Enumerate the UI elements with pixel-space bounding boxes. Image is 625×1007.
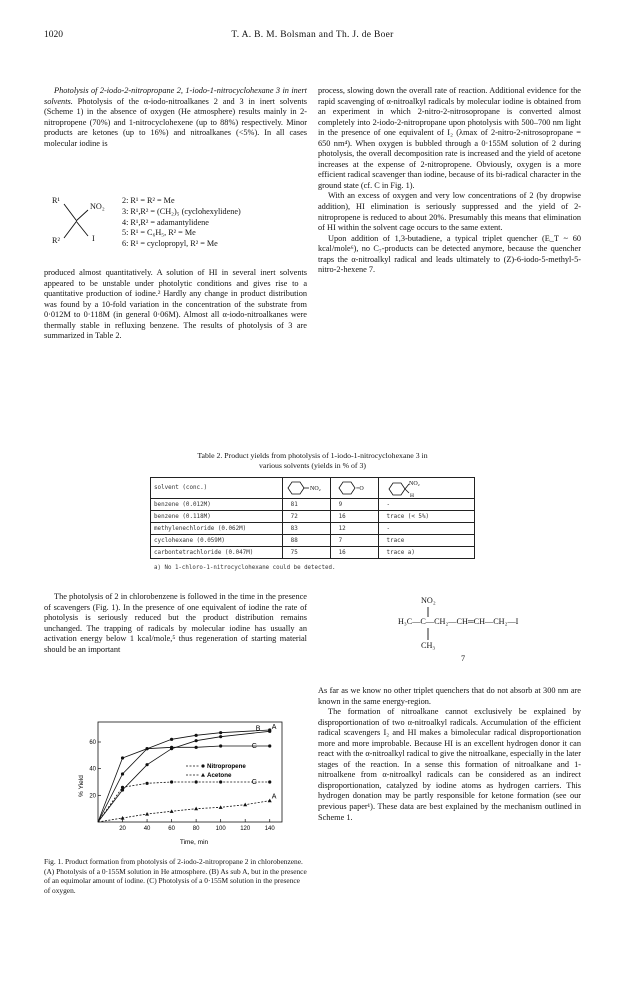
- x-tick-label: 60: [168, 826, 175, 832]
- curve-label: B: [255, 725, 261, 733]
- nitropropene-point: [121, 786, 124, 789]
- header-h-text: H: [409, 493, 414, 498]
- nitropropene-point: [219, 780, 222, 783]
- nitropropene-point: [145, 782, 148, 785]
- figure-1-caption: [44, 857, 307, 895]
- table-row: [151, 547, 475, 559]
- cell-nitrocyclohexene: 75: [282, 547, 330, 559]
- header-oxo-text: =O: [356, 486, 364, 492]
- label-r2: R²: [52, 236, 60, 245]
- right-column-bottom: [318, 686, 581, 823]
- y-tick-label: 60: [89, 740, 96, 746]
- structure-bonds: [52, 196, 122, 264]
- nitropropene-point: [268, 780, 271, 783]
- header-solvent: solvent (conc.): [151, 478, 283, 499]
- label-no2: NO₂: [90, 202, 105, 211]
- compound-def: 5: R¹ = C₆H₅, R² = Me: [122, 228, 196, 238]
- structure7-chain: H₃C—C—CH₂—CH═CH—CH₂—I: [398, 617, 519, 626]
- compound-definitions: [122, 196, 241, 250]
- paragraph: process, slowing down the overall rate of reaction. Additional evidence for the rapid scavenging of α-nitroalkyl radicals by molecular iodine is obtained from an experiment in which 2-nitro-2-nitrosopropane is converted almost completely into 2-iodo-2-nitropropane upon photolysis with 500–700 nm light in the presence of one equivalent of I₂ (λmax of 2-nitro-2-nitrosopropane = 650 nm⁴). When oxygen is bubbled through a 0·155M solution of 2 during photolysis, the overall decomposition rate is increased and the yield of acetone increases at the expense of 2-nitropropene. Obviously, oxygen is a more efficient radical scavenger than iodine, because of its bi-radical character in the ground state (cf. C in Fig. 1).: [318, 86, 581, 190]
- cell-solvent: benzene (0.118M): [151, 511, 283, 523]
- structure7-no2: NO₂: [421, 596, 436, 605]
- nitropropene-point: [195, 734, 198, 737]
- x-tick-label: 140: [264, 826, 275, 832]
- nitropropene-point: [219, 731, 222, 734]
- nitropropene-point: [219, 744, 222, 747]
- nitropropene-point: [268, 744, 271, 747]
- nitropropene-point: [195, 780, 198, 783]
- product-yield-table: [150, 477, 475, 559]
- curve-label: C: [251, 743, 257, 750]
- table-caption-line: Table 2. Product yields from photolysis of 1-iodo-1-nitrocyclohexane 3 in: [197, 451, 428, 460]
- nitropropene-point: [121, 756, 124, 759]
- cell-nitrocyclohexane: -: [378, 499, 474, 511]
- table-footnote: a) No 1-chloro-1-nitrocyclohexane could be detected.: [154, 565, 336, 571]
- table-row: [151, 499, 475, 511]
- curve-label: A: [271, 724, 277, 731]
- x-tick-label: 40: [143, 826, 151, 832]
- page-number: 1020: [44, 30, 63, 40]
- cell-solvent: cyclohexane (0.059M): [151, 535, 283, 547]
- left-column-bottom: [44, 592, 307, 655]
- legend-marker: [201, 764, 204, 767]
- y-axis-label: % Yield: [78, 775, 85, 797]
- x-tick-label: 100: [215, 826, 226, 832]
- compound-def: 4: R¹,R² = adamantylidene: [122, 217, 209, 227]
- nitropropene-point: [145, 763, 148, 766]
- paragraph: With an excess of oxygen and very low concentrations of 2 (by dropwise addition), HI elimination is seriously suppressed and the yield of 2-nitropropene is reduced to about 20%. Presumably this means that elimination of HI within the solvent cage occurs to the same extent.: [318, 191, 581, 233]
- figure-caption-text: Product formation from photolysis of 2-iodo-2-nitropropane 2 in chlorobenzene. (A) Photolysis of a 0·155M solution in He atmosphere. (B) As sub A, but in the presence of an equimolar amount of iodine. (C) Photolysis of a 0·155M solution in the presence of oxygen.: [44, 857, 307, 895]
- cell-nitrocyclohexene: 72: [282, 511, 330, 523]
- table-caption-line: various solvents (yields in % of 3): [259, 460, 366, 470]
- nitropropene-point: [195, 746, 198, 749]
- nitropropene-point: [170, 746, 173, 749]
- structure7-number: 7: [461, 654, 466, 663]
- label-iodine: I: [92, 234, 95, 243]
- label-r1: R¹: [52, 196, 60, 205]
- nitrocyclohexane-structure: [385, 478, 433, 498]
- x-axis-label: Time, min: [179, 839, 209, 846]
- paragraph-heading: Photolysis of 2-iodo-2-nitropropane 2, 1-iodo-1-nitrocyclohexane 3 in inert solvents.: [44, 86, 307, 106]
- compound-def: 3: R¹,R² = (CH₂)₅ (cyclohexylidene): [122, 206, 241, 216]
- x-tick-label: 80: [192, 826, 200, 832]
- nitropropene-point: [170, 780, 173, 783]
- right-column-top: [318, 86, 581, 276]
- cell-cyclohexanone: 7: [330, 535, 378, 547]
- header-no2-text: NO₂: [310, 486, 321, 492]
- cell-nitrocyclohexene: 83: [282, 523, 330, 535]
- figure-caption-title: Fig. 1.: [44, 857, 64, 866]
- figure-1-chart: [76, 718, 286, 846]
- paragraph-photolysis: [44, 86, 307, 149]
- header-no2-text: NO₂: [408, 481, 420, 487]
- structure-7: [348, 596, 578, 666]
- cyclohexanone-structure: [334, 479, 374, 497]
- table-row: [151, 511, 475, 523]
- table-header-row: [151, 478, 475, 499]
- nitropropene-point: [170, 738, 173, 741]
- cell-nitrocyclohexane: trace: [378, 535, 474, 547]
- acetone-point: [243, 803, 247, 807]
- nitropropene-point: [195, 739, 198, 742]
- nitrocyclohexene-structure: [284, 479, 328, 497]
- table-row: [151, 535, 475, 547]
- cell-nitrocyclohexane: trace (< 5%): [378, 511, 474, 523]
- cell-cyclohexanone: 16: [330, 511, 378, 523]
- cell-cyclohexanone: 9: [330, 499, 378, 511]
- cell-nitrocyclohexane: -: [378, 523, 474, 535]
- legend-label: Nitropropene: [207, 763, 246, 770]
- y-tick-label: 20: [89, 793, 96, 800]
- paragraph: As far as we know no other triplet quenchers that do not absorb at 300 nm are known in the same energy-region.: [318, 686, 581, 706]
- cell-cyclohexanone: 12: [330, 523, 378, 535]
- acetone-point: [170, 809, 174, 813]
- nitropropene-point: [145, 747, 148, 750]
- acetone-point: [194, 807, 198, 811]
- running-title: T. A. B. M. Bolsman and Th. J. de Boer: [231, 30, 394, 40]
- x-tick-label: 20: [119, 826, 126, 832]
- cell-nitrocyclohexene: 81: [282, 499, 330, 511]
- left-column-middle: [44, 268, 307, 342]
- table-row: [151, 523, 475, 535]
- structure7-ch3: CH₃: [421, 641, 436, 650]
- acetone-point: [145, 812, 149, 816]
- cell-solvent: carbontetrachloride (0.047M): [151, 547, 283, 559]
- legend-label: Acetone: [207, 772, 232, 779]
- compound-def: 2: R¹ = R² = Me: [122, 196, 175, 205]
- running-header: [44, 30, 581, 44]
- paragraph: produced almost quantitatively. A solution of HI in several inert solvents appeared to be unstable under photolytic conditions and gives rise to a quantitative production of iodine.² Hardly any change in product distribution was found by a 10-fold variation in the concentration of the substrate from 0·012M to 0·118M (in general 0·06M). Almost all α-iodo-nitroalkanes were thermally stable in refluxing benzene. The results of photolysis of 3 are summarized in Table 2.: [44, 268, 307, 341]
- nitropropene-point: [219, 735, 222, 738]
- series-line-b: [98, 731, 270, 822]
- header-nitrocyclohexane: [378, 478, 474, 499]
- x-tick-label: 120: [240, 826, 251, 832]
- curve-label: A: [271, 793, 277, 801]
- header-cyclohexanone: [330, 478, 378, 499]
- plot-frame: [98, 722, 282, 822]
- left-column-top: [44, 86, 307, 149]
- curve-label: C: [251, 779, 257, 786]
- header-nitrocyclohexene: [282, 478, 330, 499]
- series-line-a: [98, 730, 270, 822]
- y-tick-label: 40: [89, 766, 96, 773]
- table-caption: [130, 451, 495, 470]
- figure-1: [76, 718, 286, 846]
- paragraph-body: Photolysis of the α-iodo-nitroalkanes 2 and 3 in inert solvents (Scheme 1) in the absence of oxygen (He atmosphere) results mainly in 2-nitropropene (70%) and 1-nitrocyclohexene (up to 88%) respectively. Minor products are ketones (up to 16%) and nitroalkanes (<5%). In all cases molecular iodine is: [44, 96, 307, 148]
- cell-cyclohexanone: 16: [330, 547, 378, 559]
- cell-solvent: methylenechloride (0.062M): [151, 523, 283, 535]
- compound-def: 6: R¹ = cyclopropyl, R² = Me: [122, 239, 218, 249]
- cell-nitrocyclohexane: trace a): [378, 547, 474, 559]
- paragraph: The photolysis of 2 in chlorobenzene is followed in the time in the presence of scavengers (Fig. 1). In the presence of one equivalent of iodine the rate of photolysis is seriously reduced but the product distribution remains unchanged. The trapping of radicals by molecular iodine has usually an activation energy below 1 kcal/mole,⁵ thus regeneration of starting material should be an important: [44, 592, 307, 654]
- paragraph: Upon addition of 1,3-butadiene, a typical triplet quencher (E_T ~ 60 kcal/mole⁶), no C₇-products can be detected anymore, because the quencher traps the α-nitroalkyl radical and leads ultimately to (Z)-6-iodo-5-methyl-5-nitro-2-hexene 7.: [318, 233, 581, 275]
- cell-solvent: benzene (0.012M): [151, 499, 283, 511]
- cell-nitrocyclohexene: 88: [282, 535, 330, 547]
- legend-marker: [201, 773, 205, 777]
- nitropropene-point: [121, 772, 124, 775]
- acetone-point: [219, 805, 223, 809]
- structure-scheme: [52, 196, 307, 264]
- paragraph: The formation of nitroalkane cannot exclusively be explained by disproportionation of two α-nitroalkyl radicals. Accumulation of the efficient radical scavengers I₂ and HI makes a bimolecular radical disproportionation more and more improbable. Because HI is an excellent hydrogen donor it can react with the α-nitroalkyl radical to give the nitroalkane, especially in the later stages of the reaction. In a sense this formation of nitroalkane and 1-nitroalkene from α-nitroalkyl radicals can be considered as an indirect disproportionation, catalyzed by iodine atoms as hydrogen carriers. This hydrogen donation may be partly responsible for ketone formation (see our previous paper¹). These data are best explained by the mechanism outlined in Scheme 1.: [318, 707, 581, 822]
